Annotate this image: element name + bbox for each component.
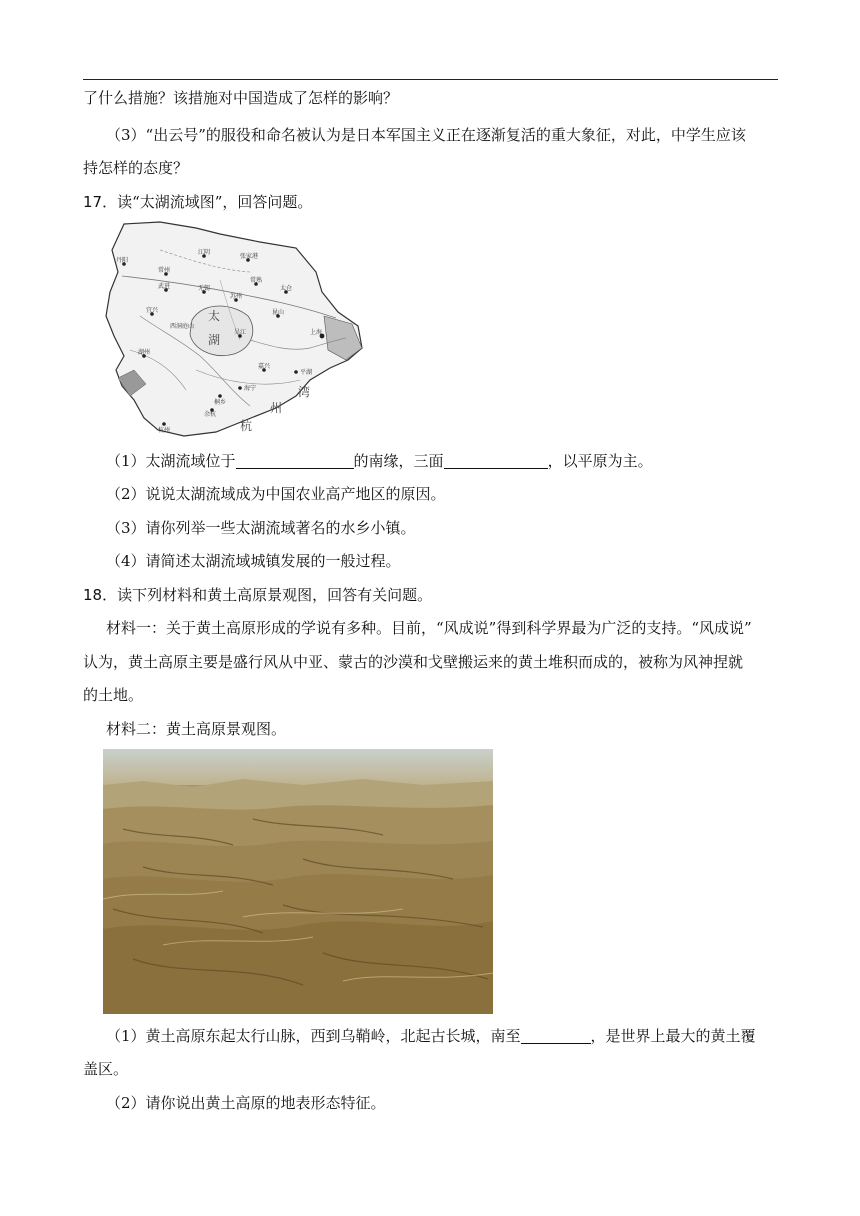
q18-sub1-a: （1）黄土高原东起太行山脉，西到乌鞘岭，北起古长城，南至 [106, 1027, 521, 1045]
map-label: 丹阳 [116, 257, 129, 264]
map-label: 张家港 [240, 253, 259, 260]
q18-material1-line3: 的土地。 [83, 686, 144, 704]
answer-blank[interactable] [521, 1028, 591, 1044]
map-label: 海宁 [244, 385, 257, 392]
map-label: 杭州 [158, 427, 171, 434]
answer-blank[interactable] [444, 453, 548, 469]
map-label: 湖 [208, 333, 221, 347]
q17-sub3: （3）请你列举一些太湖流域著名的水乡小镇。 [106, 519, 416, 537]
q17-number: 17． [83, 193, 118, 211]
q18-stem [83, 585, 432, 605]
q16-sub3-line1: （3）“出云号”的服役和命名被认为是日本军国主义正在逐渐复活的重大象征，对此，中学生应该 [106, 126, 746, 144]
q18-material1-line1: 材料一：关于黄土高原形成的学说有多种。目前，“风成说”得到科学界最为广泛的支持。“风成说” [106, 619, 752, 637]
map-label: 常州 [158, 267, 171, 274]
map-label: 苏州 [230, 293, 243, 300]
map-label: 吴江 [234, 329, 247, 336]
taihu-basin-map [100, 220, 368, 438]
map-label: 昆山 [272, 309, 285, 316]
q17-sub2: （2）说说太湖流域成为中国农业高产地区的原因。 [106, 485, 446, 503]
q18-number: 18． [83, 586, 118, 604]
q18-material1-line2: 认为，黄土高原主要是盛行风从中亚、蒙古的沙漠和戈壁搬运来的黄土堆积而成的，被称为风神捏就 [83, 653, 744, 671]
header-rule [83, 79, 778, 80]
map-label: 湖州 [138, 349, 151, 356]
map-label: 嘉兴 [258, 363, 271, 370]
map-label: 武进 [158, 283, 171, 290]
map-label: 西洞庭山 [170, 323, 195, 330]
map-label: 常熟 [250, 277, 263, 284]
q18-sub2: （2）请你说出黄土高原的地表形态特征。 [106, 1094, 386, 1112]
q17-sub1 [106, 451, 653, 471]
q17-sub1-a: （1）太湖流域位于 [106, 452, 236, 470]
answer-blank[interactable] [236, 453, 354, 469]
map-label: 江阴 [198, 249, 211, 256]
map-label: 余杭 [204, 411, 217, 418]
q17-sub4: （4）请简述太湖流域城镇发展的一般过程。 [106, 552, 401, 570]
map-label: 桐乡 [214, 399, 227, 406]
map-label: 杭 [240, 419, 253, 433]
map-label: 宜兴 [146, 307, 159, 314]
q16-tail-line: 了什么措施？该措施对中国造成了怎样的影响？ [83, 89, 399, 107]
map-label: 太 [208, 309, 221, 323]
q18-sub1-b: ，是世界上最大的黄土覆 [590, 1027, 756, 1045]
map-label: 州 [270, 401, 283, 415]
q17-sub1-b: 的南缘，三面 [353, 452, 444, 470]
map-label: 无锡 [198, 285, 211, 292]
q18-sub1 [106, 1026, 756, 1046]
q18-stem-text: 读下列材料和黄土高原景观图，回答有关问题。 [117, 586, 433, 604]
q17-stem-text: 读“太湖流域图”，回答问题。 [117, 193, 313, 211]
q17-sub1-c: ，以平原为主。 [547, 452, 653, 470]
q18-sub1-line2: 盖区。 [83, 1060, 129, 1078]
q16-sub3-line2: 持怎样的态度？ [83, 159, 189, 177]
map-label: 上海 [310, 329, 323, 336]
loess-plateau-photo [103, 749, 493, 1014]
q17-stem [83, 192, 312, 212]
q18-material2: 材料二：黄土高原景观图。 [106, 720, 287, 738]
map-label: 湾 [298, 385, 311, 399]
map-label: 平湖 [300, 369, 313, 376]
map-label: 太仓 [280, 285, 293, 292]
